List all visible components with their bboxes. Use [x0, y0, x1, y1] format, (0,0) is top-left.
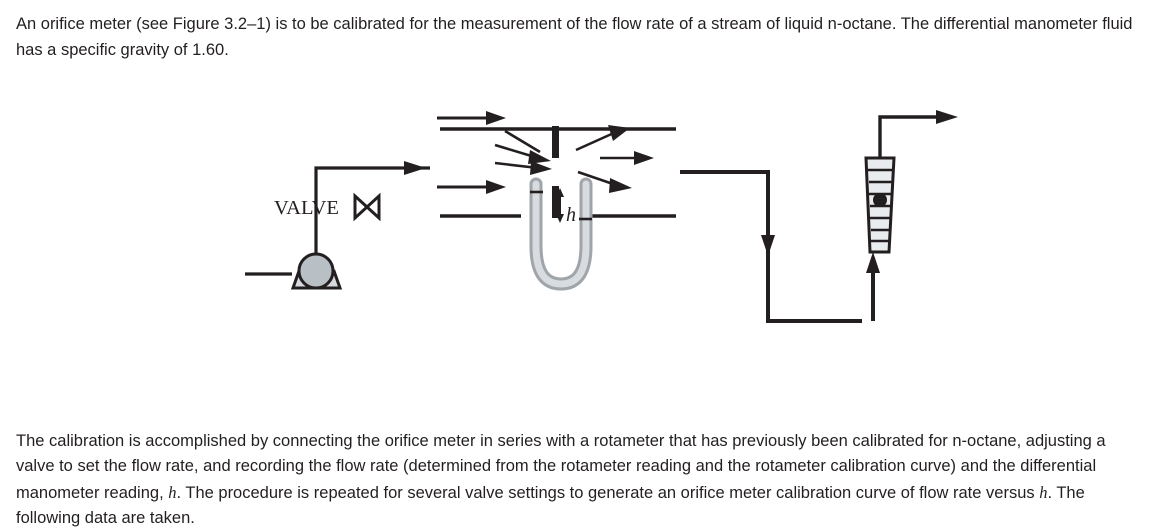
pump-icon	[245, 254, 340, 288]
manometer-height-label: h	[566, 204, 576, 226]
variable-h-1: h	[168, 482, 177, 502]
figure-orifice-meter-calibration	[0, 88, 1162, 398]
manometer-u-tube	[530, 184, 592, 284]
paragraph-procedure	[16, 429, 1146, 532]
rotameter-icon	[866, 110, 958, 252]
valve-icon	[355, 196, 379, 218]
procedure-text-part-3: . The following data are taken.	[16, 483, 1085, 528]
procedure-text-part-1: The calibration is accomplished by connecting the orifice meter in series with a rotameter that has previously been calibrated for n-octane, adjusting a valve to set the flow rate, and recording the flow rate (determined from the rotameter reading and the rotameter calibration curve) and the differential manometer reading,	[16, 431, 1106, 502]
valve-label: VALVE	[274, 197, 339, 219]
pipe-orifice-to-rotameter	[680, 172, 880, 321]
paragraph-intro: An orifice meter (see Figure 3.2–1) is to be calibrated for the measurement of the flow rate of a stream of liquid n-octane. The differential manometer fluid has a specific gravity of 1.60.	[16, 15, 1133, 59]
orifice-meter-body	[440, 126, 676, 218]
variable-h-2: h	[1039, 482, 1048, 502]
figure-diagram	[0, 88, 1162, 398]
procedure-text-part-2: . The procedure is repeated for several valve settings to generate an orifice meter calibration curve of flow rate versus	[176, 483, 1040, 502]
